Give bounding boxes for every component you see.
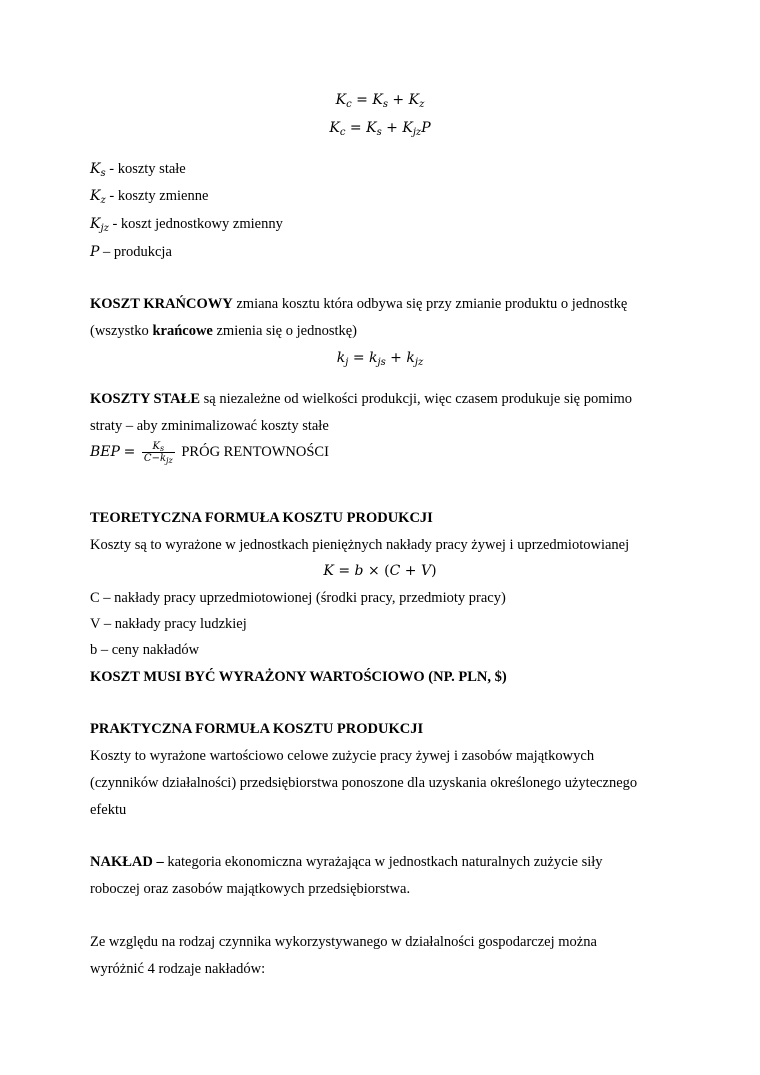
koszt-musi-heading: KOSZT MUSI BYĆ WYRAŻONY WARTOŚCIOWO (NP. PLN, $) [90,669,507,685]
koszty-stale-line2: straty – aby zminimalizować koszty stałe [90,418,329,434]
formula-bep: BEP = $\frac{K_s}{C-k_{jz}}$ PRÓG RENTOWNOŚCI [90,441,329,465]
formula-kc-sum: $K_c = K_s + K_z$ [335,92,425,110]
v-definition: V – nakłady pracy ludzkiej [90,616,247,632]
bep-fraction: $\frac{K_s}{C-k_{jz}}$ [143,441,173,465]
praktyczna-line3: efektu [90,802,127,818]
bep-label: PRÓG RENTOWNOŚCI [181,443,329,460]
b-definition: b – ceny nakładów [90,642,200,658]
c-definition: C – nakłady pracy uprzedmiotowionej (środki pracy, przedmioty pracy) [90,590,506,606]
koszt-krancowy-line2: (wszystko krańcowe zmienia się o jednostkę) [90,323,358,339]
koszty-stale-paragraph: KOSZTY STAŁE są niezależne od wielkości produkcji, więc czasem produkuje się pomimo [90,391,633,407]
definition-kjz: $K_{jz}$ - koszt jednostkowy zmienny [90,216,283,234]
definition-kz: $K_z$ - koszty zmienne [90,188,209,206]
koszty-stale-heading: KOSZTY STAŁE [90,391,200,407]
formula-kc-unit: $K_c = K_s + K_{jz}P$ [329,120,431,138]
formula-k: K = b × (C + V) [323,563,437,579]
definition-ks: $K_s$ - koszty stałe [90,161,186,179]
rodzaje-line2: wyróżnić 4 rodzaje nakładów: [90,961,266,977]
definition-p: P – produkcja [90,244,172,260]
teoretyczna-heading: TEORETYCZNA FORMUŁA KOSZTU PRODUKCJI [90,510,433,526]
praktyczna-line2: (czynników działalności) przedsiębiorstwa ponoszone dla uzyskania określonego użytecznego [90,775,638,791]
praktyczna-line1: Koszty to wyrażone wartościowo celowe zużycie pracy żywej i zasobów majątkowych [90,748,595,764]
naklad-paragraph: NAKŁAD – kategoria ekonomiczna wyrażająca w jednostkach naturalnych zużycie siły [90,854,603,870]
naklad-line2: roboczej oraz zasobów majątkowych przedsiębiorstwa. [90,881,411,897]
koszt-krancowy-heading: KOSZT KRAŃCOWY [90,296,233,312]
praktyczna-heading: PRAKTYCZNA FORMUŁA KOSZTU PRODUKCJI [90,721,424,737]
naklad-heading: NAKŁAD – [90,854,164,870]
koszt-krancowy-paragraph: KOSZT KRAŃCOWY zmiana kosztu która odbywa się przy zmianie produktu o jednostkę [90,296,628,312]
formula-kj: $k_j = k_{js} + k_{jz}$ [336,350,424,368]
teoretyczna-text: Koszty są to wyrażone w jednostkach pieniężnych nakłady pracy żywej i uprzedmiotowianej [90,537,630,553]
rodzaje-line1: Ze względu na rodzaj czynnika wykorzystywanego w działalności gospodarczej można [90,934,597,950]
